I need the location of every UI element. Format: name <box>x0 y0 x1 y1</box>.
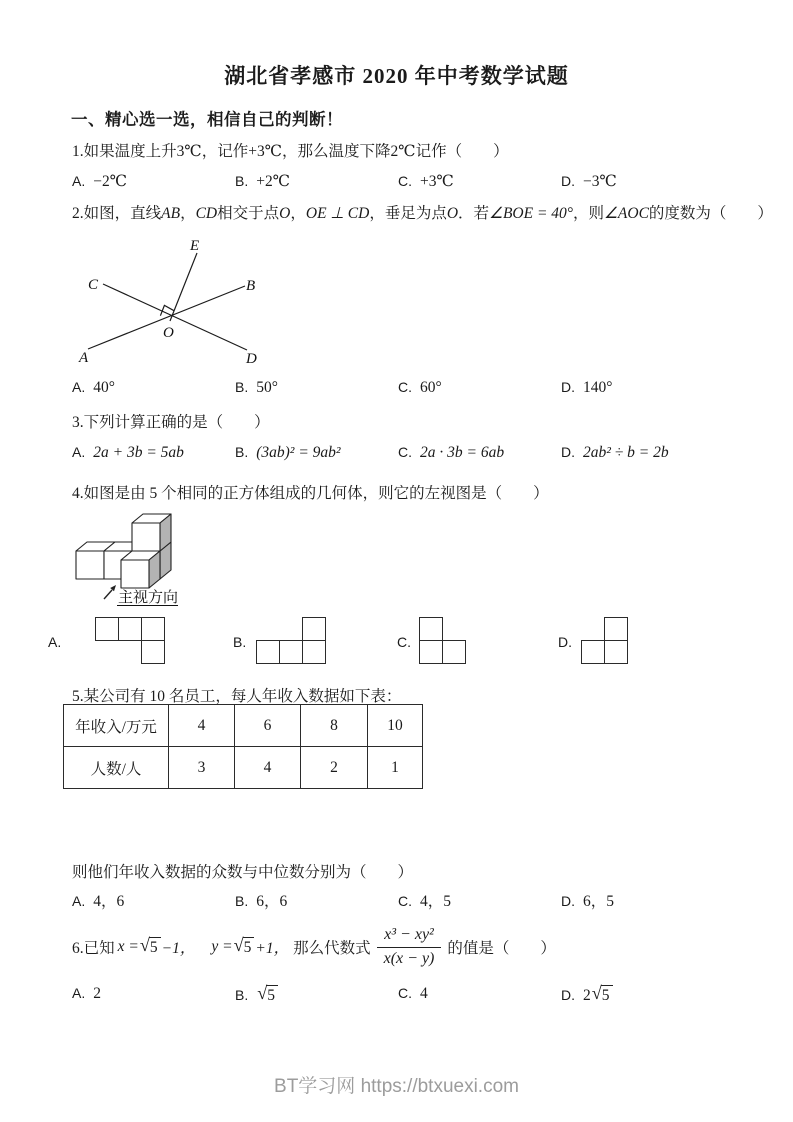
right-angle-mark <box>160 305 174 315</box>
q4-cubes-figure <box>68 506 193 611</box>
stem-segment: OE ⊥ CD <box>305 205 370 222</box>
q3-stem: 3.下列计算正确的是（ ） <box>72 414 270 431</box>
q6-suffix: 的值是（ ） <box>447 940 556 957</box>
q2-geometry-diagram <box>60 230 280 370</box>
option-value: 4 <box>420 985 428 1002</box>
option-value: 2 <box>93 985 101 1002</box>
q6-option-d <box>561 985 614 1005</box>
option-label: B. <box>235 444 249 460</box>
option-label: D. <box>561 893 575 909</box>
q6-fraction <box>377 926 442 968</box>
option-value: 2a · 3b = 6ab <box>420 444 505 461</box>
stem-segment: ∠AOC <box>604 205 649 222</box>
stem-segment: ∠BOE = 40° <box>489 205 573 222</box>
grid-cell <box>604 617 628 641</box>
option-value: 4，5 <box>420 893 452 910</box>
stem-segment: 相交于点 <box>217 205 280 222</box>
option-radical <box>592 985 613 1005</box>
option-label: B. <box>235 987 249 1003</box>
q4-option-c-shape <box>419 617 466 664</box>
option-label: A. <box>72 173 86 189</box>
q5-option-b <box>235 889 287 911</box>
section-heading: 一、精心选一选，相信自己的判断！ <box>71 110 343 129</box>
q2-option-a <box>72 379 115 397</box>
q5-substem: 则他们年收入数据的众数与中位数分别为（ ） <box>72 864 414 881</box>
table-row <box>64 747 423 789</box>
option-label: C. <box>398 985 412 1001</box>
grid-cell <box>442 640 466 664</box>
grid-cell <box>118 617 142 641</box>
table-cell: 人数/人 <box>64 747 169 789</box>
option-label: C. <box>398 379 412 395</box>
grid-cell <box>604 640 628 664</box>
q3-option-c <box>398 444 504 462</box>
q6-x-rhs: −1， <box>161 940 196 957</box>
q2-stem <box>72 201 773 223</box>
q2-options <box>72 379 782 403</box>
grid-cell <box>302 640 326 664</box>
option-value: 140° <box>583 379 613 396</box>
grid-cell <box>279 640 303 664</box>
option-label: B. <box>235 379 249 395</box>
sqrt-sign: √ <box>257 983 268 1003</box>
q6-option-a <box>72 985 101 1003</box>
option-value: (3ab)² = 9ab² <box>256 444 341 461</box>
stem-segment: O <box>446 205 459 222</box>
option-label: C. <box>398 173 412 189</box>
q6-mid-text: 那么代数式 <box>293 940 371 957</box>
q4-option-b-shape <box>256 617 326 664</box>
q6-stem <box>72 919 556 975</box>
q6-y-rhs: +1， <box>255 940 290 957</box>
option-radical <box>257 985 278 1005</box>
option-label: A. <box>72 379 86 395</box>
grid-cell <box>95 617 119 641</box>
option-value: +2℃ <box>256 173 291 190</box>
q4-option-a-shape <box>95 617 165 664</box>
stem-segment: ，垂足为点 <box>369 205 447 222</box>
radicand: 5 <box>149 937 161 957</box>
sqrt-sign: √ <box>139 935 150 955</box>
grid-cell <box>141 617 165 641</box>
q1-option-a <box>72 172 127 191</box>
option-value: 6，6 <box>256 893 288 910</box>
option-label: D. <box>561 379 575 395</box>
q5-option-a <box>72 889 124 911</box>
q4-option-d-label: D. <box>558 634 572 650</box>
point-label-E: E <box>190 238 200 254</box>
top-cube-front-face <box>132 523 160 551</box>
stem-segment: ， <box>290 205 306 222</box>
option-label: C. <box>398 444 412 460</box>
q3-options <box>72 444 782 468</box>
table-cell: 2 <box>301 747 368 789</box>
option-value: 40° <box>93 379 115 396</box>
stem-segment: AB <box>161 205 181 222</box>
q4-option-a-label: A. <box>48 634 62 650</box>
option-label: A. <box>72 893 86 909</box>
page-title: 湖北省孝感市 2020 年中考数学试题 <box>224 64 569 88</box>
q6-x-lhs: x = <box>117 938 139 955</box>
option-value: 2a + 3b = 5ab <box>93 444 184 461</box>
q1-option-c <box>398 172 454 191</box>
q5-options <box>72 889 782 913</box>
q6-x-radical <box>140 937 161 957</box>
option-value: 60° <box>420 379 442 396</box>
table-row <box>64 705 423 747</box>
q3-option-b <box>235 444 341 462</box>
q5-option-c <box>398 889 451 911</box>
grid-cell <box>581 640 605 664</box>
table-cell: 1 <box>368 747 423 789</box>
fraction-denominator: x(x − y) <box>383 949 435 967</box>
q2-option-c <box>398 379 442 397</box>
option-value: −2℃ <box>93 173 128 190</box>
stem-segment: CD <box>195 205 218 222</box>
option-value: 4，6 <box>93 893 125 910</box>
radicand: 5 <box>266 985 278 1005</box>
stem-segment: O <box>279 205 291 222</box>
q6-y-lhs: y = <box>211 938 233 955</box>
option-value: 2 <box>583 987 591 1004</box>
q6-option-b <box>235 985 279 1005</box>
cube1-front-face <box>76 551 104 579</box>
table-cell: 10 <box>368 705 423 747</box>
q5-option-d <box>561 889 614 911</box>
option-label: A. <box>72 985 86 1001</box>
stem-segment: 2.如图，直线 <box>72 205 162 222</box>
grid-cell <box>141 640 165 664</box>
stem-segment: ， <box>180 205 196 222</box>
option-label: D. <box>561 444 575 460</box>
q3-option-d <box>561 444 669 462</box>
q4-option-c-label: C. <box>397 634 411 650</box>
option-label: B. <box>235 173 249 189</box>
stem-segment: 的度数为（ ） <box>648 205 773 222</box>
q4-option-b-label: B. <box>233 634 247 650</box>
q1-option-d <box>561 172 617 191</box>
q1-options <box>72 172 782 196</box>
point-label-A: A <box>79 350 89 366</box>
point-label-C: C <box>88 277 99 293</box>
grid-cell <box>302 617 326 641</box>
option-value: +3℃ <box>420 173 454 190</box>
option-value: 50° <box>256 379 278 396</box>
fraction-numerator: x³ − xy² <box>377 926 442 947</box>
q2-option-d <box>561 379 612 397</box>
q6-prefix: 6.已知 <box>72 940 115 957</box>
option-label: D. <box>561 987 575 1003</box>
table-cell: 3 <box>169 747 235 789</box>
q6-y-radical <box>234 937 255 957</box>
stem-segment: ，则 <box>573 205 605 222</box>
radicand: 5 <box>243 937 255 957</box>
option-value: 6，5 <box>583 893 615 910</box>
sqrt-sign: √ <box>233 935 244 955</box>
grid-cell <box>419 640 443 664</box>
table-cell: 年收入/万元 <box>64 705 169 747</box>
q5-stem: 5.某公司有 10 名员工，每人年收入数据如下表： <box>72 688 402 705</box>
q1-stem: 1.如果温度上升3℃，记作+3℃，那么温度下降2℃记作（ ） <box>72 143 509 160</box>
point-label-O: O <box>163 325 174 341</box>
view-direction-caption: 主视方向 <box>118 590 179 606</box>
watermark-footer: BT学习网 https://btxuexi.com <box>274 1076 519 1097</box>
option-value: 2ab² ÷ b = 2b <box>583 444 669 461</box>
grid-cell <box>419 617 443 641</box>
q4-option-d-shape <box>581 617 628 664</box>
q3-option-a <box>72 444 184 462</box>
stem-segment: ．若 <box>458 205 490 222</box>
view-direction-arrow <box>104 585 116 599</box>
option-label: D. <box>561 173 575 189</box>
q1-option-b <box>235 172 290 191</box>
q4-stem: 4.如图是由 5 个相同的正方体组成的几何体，则它的左视图是（ ） <box>72 485 549 502</box>
option-label: A. <box>72 444 86 460</box>
table-cell: 4 <box>169 705 235 747</box>
option-label: C. <box>398 893 412 909</box>
option-label: B. <box>235 893 249 909</box>
q2-option-b <box>235 379 278 397</box>
front-cube-front-face <box>121 560 149 588</box>
q6-options <box>72 985 782 1009</box>
sqrt-sign: √ <box>591 983 602 1003</box>
income-table <box>63 704 423 789</box>
point-label-B: B <box>246 278 256 294</box>
table-cell: 4 <box>235 747 301 789</box>
table-cell: 8 <box>301 705 368 747</box>
grid-cell <box>256 640 280 664</box>
option-value: −3℃ <box>583 173 617 190</box>
table-cell: 6 <box>235 705 301 747</box>
radicand: 5 <box>601 985 613 1005</box>
point-label-D: D <box>246 351 257 367</box>
q6-option-c <box>398 985 428 1003</box>
